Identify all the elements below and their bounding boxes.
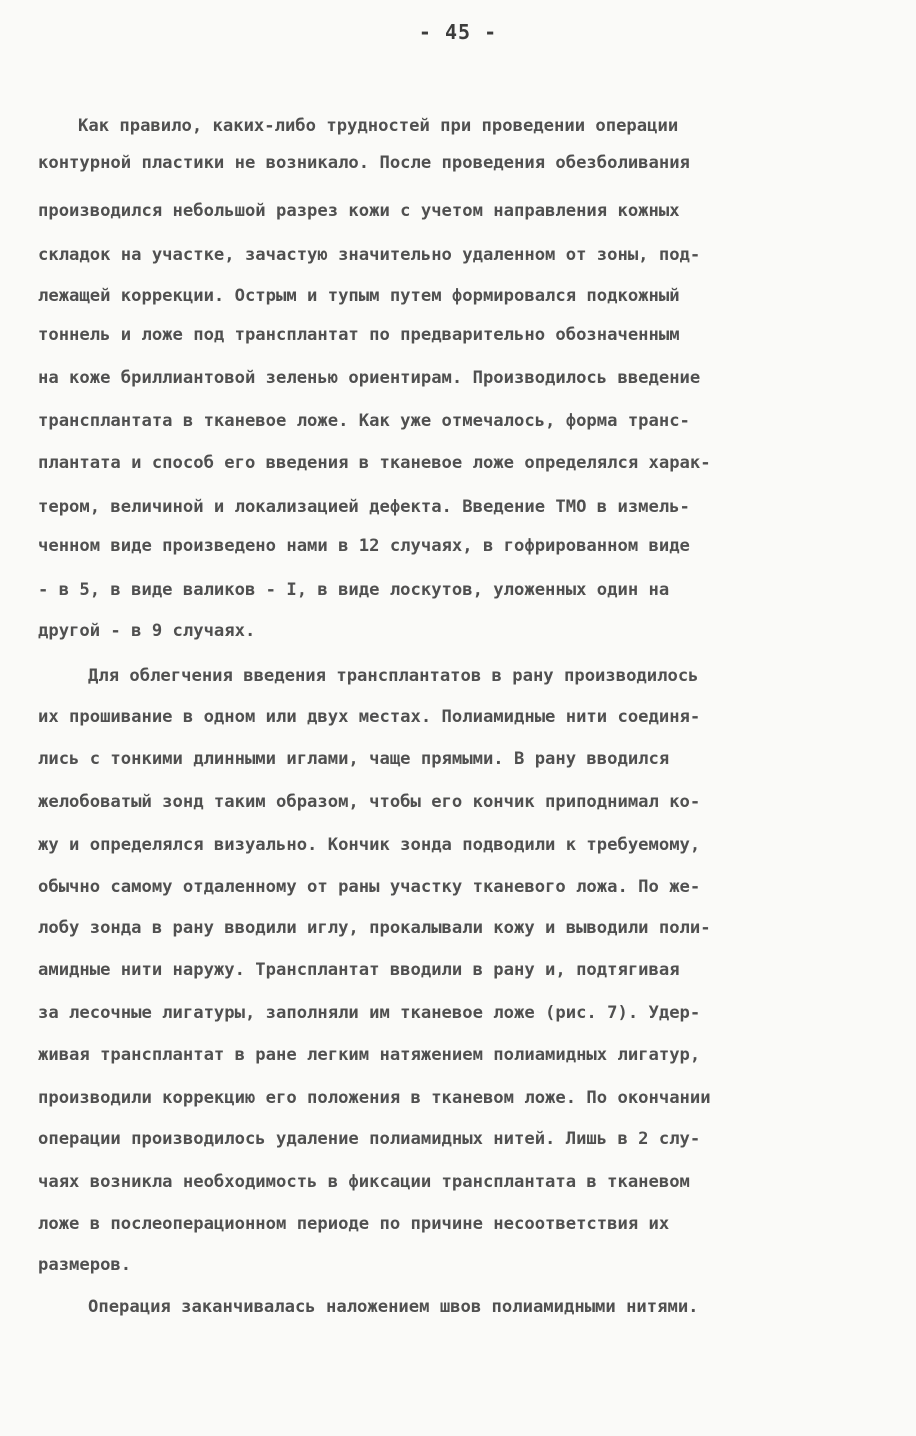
text-line: лобу зонда в рану вводили иглу, прокалывали кожу и выводили поли- bbox=[38, 918, 711, 938]
text-line: чаях возникла необходимость в фиксации трансплантата в тканевом bbox=[38, 1172, 690, 1192]
text-line: производился небольшой разрез кожи с учетом направления кожных bbox=[38, 201, 680, 221]
text-line: плантата и способ его введения в тканевое ложе определялся харак- bbox=[38, 453, 711, 473]
text-line: размеров. bbox=[38, 1255, 132, 1275]
text-line: жу и определялся визуально. Кончик зонда подводили к требуемому, bbox=[38, 835, 701, 855]
text-line: операции производилось удаление полиамидных нитей. Лишь в 2 слу- bbox=[38, 1129, 701, 1149]
text-line: лись с тонкими длинными иглами, чаще прямыми. В рану вводился bbox=[38, 749, 670, 769]
text-line: тером, величиной и локализацией дефекта. Введение ТМО в измель- bbox=[38, 497, 690, 517]
text-line: складок на участке, зачастую значительно удаленном от зоны, под- bbox=[38, 245, 701, 265]
text-line: ченном виде произведено нами в 12 случаях, в гофрированном виде bbox=[38, 536, 690, 556]
text-line: производили коррекцию его положения в тканевом ложе. По окончании bbox=[38, 1088, 711, 1108]
text-line: лежащей коррекции. Острым и тупым путем формировался подкожный bbox=[38, 286, 680, 306]
text-line: на коже бриллиантовой зеленью ориентирам. Производилось введение bbox=[38, 368, 701, 388]
text-line: - в 5, в виде валиков - I, в виде лоскутов, уложенных один на bbox=[38, 580, 670, 600]
text-line: за лесочные лигатуры, заполняли им тканевое ложе (рис. 7). Удер- bbox=[38, 1003, 701, 1023]
text-line: обычно самому отдаленному от раны участку тканевого ложа. По же- bbox=[38, 877, 701, 897]
text-line: другой - в 9 случаях. bbox=[38, 621, 256, 641]
page-number: - 45 - bbox=[418, 20, 498, 44]
text-line: желобоватый зонд таким образом, чтобы его кончик приподнимал ко- bbox=[38, 792, 701, 812]
text-line: амидные нити наружу. Трансплантат вводили в рану и, подтягивая bbox=[38, 960, 680, 980]
text-line: Для облегчения введения трансплантатов в рану производилось bbox=[88, 666, 699, 686]
text-line: Операция заканчивалась наложением швов полиамидными нитями. bbox=[88, 1297, 699, 1317]
text-line: Как правило, каких-либо трудностей при проведении операции bbox=[78, 116, 679, 136]
text-line: их прошивание в одном или двух местах. Полиамидные нити соединя- bbox=[38, 707, 701, 727]
text-line: контурной пластики не возникало. После проведения обезболивания bbox=[38, 153, 690, 173]
text-line: ложе в послеоперационном периоде по причине несоответствия их bbox=[38, 1214, 670, 1234]
text-line: живая трансплантат в ране легким натяжением полиамидных лигатур, bbox=[38, 1045, 701, 1065]
text-line: трансплантата в тканевое ложе. Как уже отмечалось, форма транс- bbox=[38, 411, 690, 431]
text-line: тоннель и ложе под трансплантат по предварительно обозначенным bbox=[38, 325, 680, 345]
